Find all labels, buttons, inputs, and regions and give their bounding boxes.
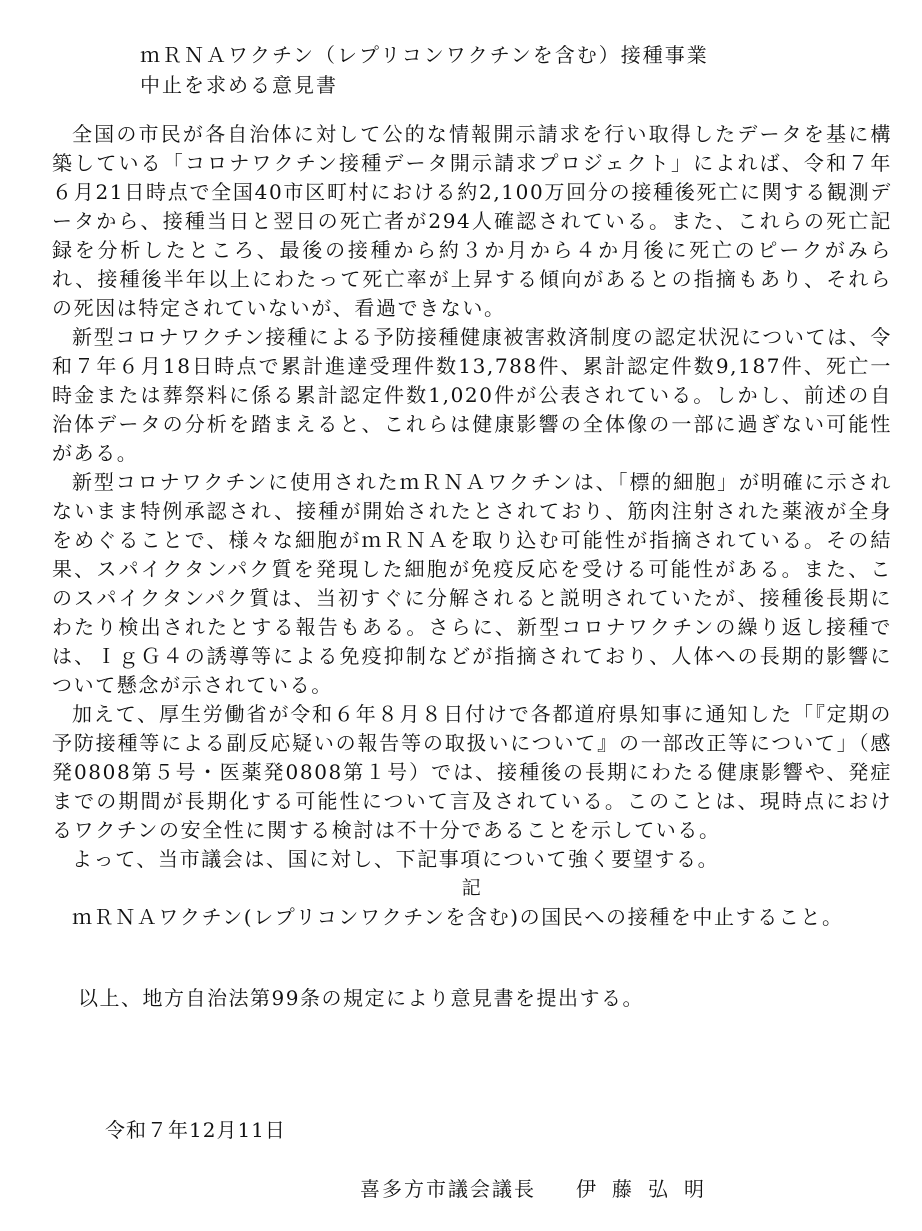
title-line-2: 中止を求める意見書	[140, 73, 338, 97]
paragraph-data-project: 全国の市民が各自治体に対して公的な情報開示請求を行い取得したデータを基に構築している「コロナワクチン接種データ開示請求プロジェクト」によれば、令和７年６月21日時点で全国40市区町村における約2,100万回分の接種後死亡に関する観測データから、接種当日と翌日の死亡者が294人確認されている。また、これらの死亡記録を分析したところ、最後の接種から約３か月から４か月後に死亡のピークがみられ、接種後半年以上にわたって死亡率が上昇する傾向があるとの指摘もあり、それらの死因は特定されていないが、看過できない。	[52, 122, 892, 320]
ki-label: 記	[461, 877, 483, 899]
document-date: 令和７年12月11日	[105, 1118, 286, 1142]
paragraph-request-intro: よって、当市議会は、国に対し、下記事項について強く要望する。	[72, 847, 720, 871]
document-title	[140, 40, 709, 100]
signer-name: 伊藤弘明	[576, 1177, 720, 1201]
signature-block	[360, 1175, 720, 1204]
request-item: ｍＲＮＡワクチン(レプリコンワクチンを含む)の国民への接種を中止すること。	[72, 905, 844, 929]
paragraph-mhlw-notice: 加えて、厚生労働省が令和６年８月８日付けで各都道府県知事に通知した「『定期の予防接種等による副反応疑いの報告等の取扱いについて』の一部改正等について」（感発0808第５号・医薬発0808第１号）では、接種後の長期にわたる健康影響や、発症までの期間が長期化する可能性について言及されている。このことは、現時点におけるワクチンの安全性に関する検討は不十分であることを示している。	[52, 702, 892, 842]
title-line-1: ｍＲＮＡワクチン（レプリコンワクチンを含む）接種事業	[140, 43, 709, 67]
paragraph-mrna-concerns: 新型コロナワクチンに使用されたｍＲＮＡワクチンは、「標的細胞」が明確に示されないまま特例承認され、接種が開始されたとされており、筋肉注射された薬液が全身をめぐることで、様々な細胞がｍＲＮＡを取り込む可能性が指摘されている。その結果、スパイクタンパク質を発現した細胞が免疫反応を受ける可能性がある。また、このスパイクタンパク質は、当初すぐに分解されると説明されていたが、接種後長期にわたり検出されたとする報告もある。さらに、新型コロナワクチンの繰り返し接種では、ＩｇＧ４の誘導等による免疫抑制などが指摘されており、人体への長期的影響について懸念が示されている。	[52, 470, 892, 697]
document-body	[52, 120, 892, 932]
signer-office: 喜多方市議会議長	[360, 1177, 536, 1201]
closing-statement: 以上、地方自治法第99条の規定により意見書を提出する。	[78, 986, 644, 1010]
paragraph-relief-system: 新型コロナワクチン接種による予防接種健康被害救済制度の認定状況については、令和７年６月18日時点で累計進達受理件数13,788件、累計認定件数9,187件、死亡一時金または葬祭料に係る累計認定件数1,020件が公表されている。しかし、前述の自治体データの分析を踏まえると、これらは健康影響の全体像の一部に過ぎない可能性がある。	[52, 325, 892, 465]
